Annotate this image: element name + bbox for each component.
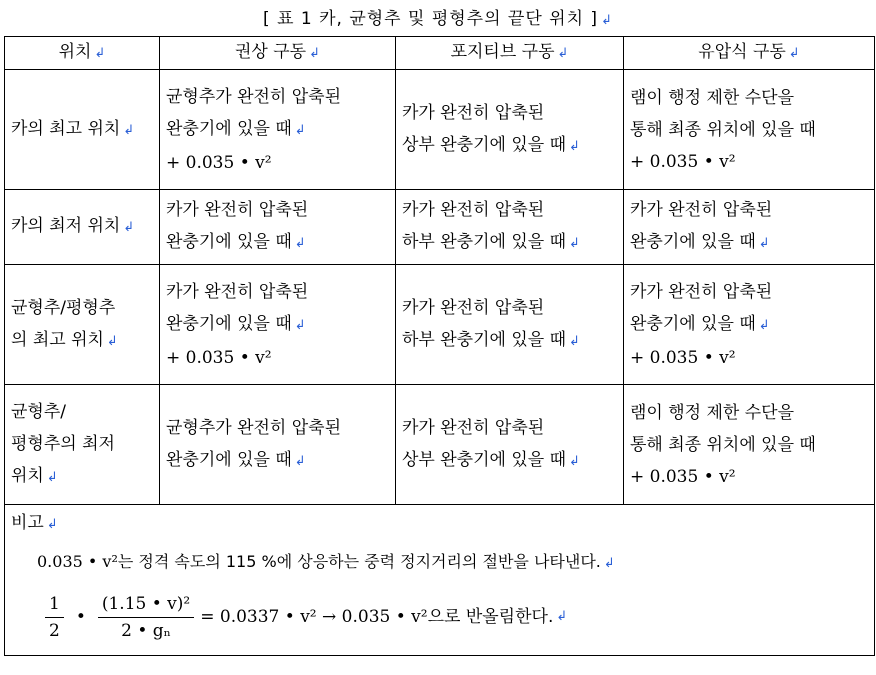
note-title: 비고 [11, 513, 44, 533]
header-traction: 권상 구동 ↲ [160, 37, 396, 70]
paragraph-mark-icon: ↲ [294, 122, 306, 138]
paragraph-mark-icon: ↲ [46, 469, 58, 485]
fraction-speed: $\frac{\text{(1.15 • v)²}}{\text{2 • gₙ}}$ [98, 591, 194, 644]
header-row [5, 37, 875, 70]
table-cell: 카가 완전히 압축된 완충기에 있을 때 ↲ [160, 190, 396, 265]
table-cell: 카가 완전히 압축된 상부 완충기에 있을 때 ↲ [396, 385, 624, 505]
paragraph-mark-icon: ↲ [569, 236, 580, 251]
paragraph-mark-icon: ↲ [556, 609, 568, 624]
paragraph-mark-icon: ↲ [569, 333, 580, 349]
header-position: 위치 ↲ [5, 37, 160, 70]
note-cell [5, 505, 875, 656]
paragraph-mark-icon: ↲ [309, 46, 320, 61]
table-row [5, 385, 875, 505]
paragraph-mark-icon: ↲ [46, 517, 58, 532]
table-cell: 카가 완전히 압축된 하부 완충기에 있을 때 ↲ [396, 265, 624, 385]
header-hydraulic: 유압식 구동 ↲ [624, 37, 875, 70]
caption-text: [ 표 1 카, 균형추 및 평형추의 끝단 위치 ] [263, 9, 599, 29]
note-row [5, 505, 875, 656]
paragraph-mark-icon: ↲ [758, 236, 770, 251]
table-cell: 카가 완전히 압축된 완충기에 있을 때 ↲ [624, 190, 875, 265]
table-cell: 카가 완전히 압축된 상부 완충기에 있을 때 ↲ [396, 70, 624, 190]
row-label: 카의 최저 위치 ↲ [5, 190, 160, 265]
paragraph-mark-icon: ↲ [569, 138, 580, 154]
table-cell: 카가 완전히 압축된 완충기에 있을 때 ↲ + 0.035 • v² [624, 265, 875, 385]
note-formula: $\frac{1}{2}$ • $\frac{\text{(1.15 • v)²}}{\text{2 • gₙ}}$ = 0.0337 • v² → 0.035 • v² 으로 반올림한다. ↲ [11, 587, 868, 647]
paragraph-mark-icon: ↲ [569, 453, 580, 469]
paragraph-mark-icon: ↲ [603, 556, 615, 571]
table-caption [0, 4, 876, 29]
paragraph-mark-icon: ↲ [557, 46, 569, 61]
table-cell: 균형추가 완전히 압축된 완충기에 있을 때 ↲ + 0.035 • v² [160, 70, 396, 190]
header-positive: 포지티브 구동 ↲ [396, 37, 624, 70]
paragraph-mark-icon: ↲ [123, 220, 135, 235]
table-cell: 카가 완전히 압축된 하부 완충기에 있을 때 ↲ [396, 190, 624, 265]
paragraph-mark-icon: ↲ [294, 236, 306, 251]
table-row [5, 70, 875, 190]
fraction-half: $\frac{1}{2}$ [45, 591, 64, 644]
row-label: 균형추/ 평형추의 최저 위치 ↲ [5, 385, 160, 505]
table-cell: 램이 행정 제한 수단을 통해 최종 위치에 있을 때 + 0.035 • v² [624, 70, 875, 190]
paragraph-mark-icon: ↲ [294, 317, 306, 333]
paragraph-mark-icon: ↲ [106, 333, 118, 349]
paragraph-mark-icon: ↲ [294, 453, 306, 469]
buffer-end-position-table [4, 36, 875, 656]
table-cell: 균형추가 완전히 압축된 완충기에 있을 때 ↲ [160, 385, 396, 505]
table-row [5, 265, 875, 385]
table-cell: 카가 완전히 압축된 완충기에 있을 때 ↲ + 0.035 • v² [160, 265, 396, 385]
note-line-1: 0.035 • v²는 정격 속도의 115 %에 상응하는 중력 정지거리의 절반을 나타낸다. ↲ [37, 552, 615, 571]
paragraph-mark-icon: ↲ [123, 122, 135, 138]
paragraph-mark-icon: ↲ [94, 46, 106, 61]
table-cell: 램이 행정 제한 수단을 통해 최종 위치에 있을 때 + 0.035 • v² [624, 385, 875, 505]
table-row [5, 190, 875, 265]
paragraph-mark-icon: ↲ [788, 46, 800, 61]
row-label: 카의 최고 위치 ↲ [5, 70, 160, 190]
paragraph-mark-icon: ↲ [601, 13, 613, 28]
row-label: 균형추/평형추 의 최고 위치 ↲ [5, 265, 160, 385]
paragraph-mark-icon: ↲ [758, 317, 770, 333]
